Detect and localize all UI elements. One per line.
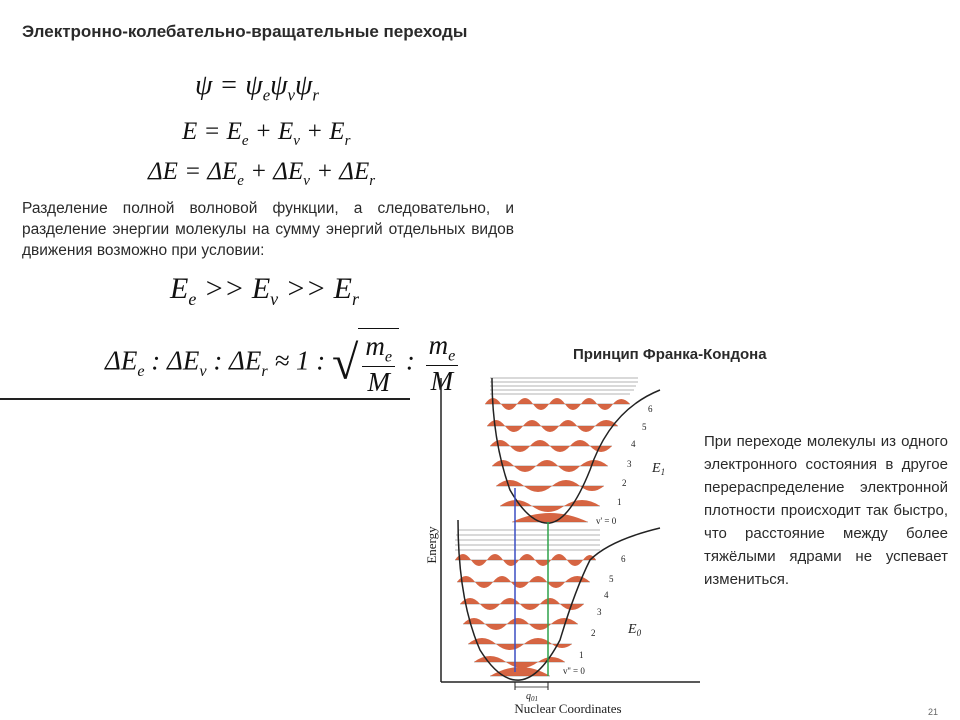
x-axis-label: Nuclear Coordinates: [514, 701, 622, 716]
lower-wavefunctions: [455, 554, 596, 676]
separation-paragraph: Разделение полной волновой функции, а следовательно, и разделение энергии молекулы на сумму энергий отдельных видов движения возможно при условии:: [22, 200, 514, 259]
lower-level-6: 6: [621, 554, 626, 564]
lower-state-label: $E_0$: [628, 622, 642, 638]
formula-energy: $E = E_e + E_v + E_r$: [182, 118, 351, 149]
upper-level-5: 5: [642, 422, 647, 432]
lower-level-4: 4: [604, 590, 609, 600]
lower-level-numbers: [563, 554, 626, 676]
upper-level-4: 4: [631, 439, 636, 449]
upper-level-6: 6: [648, 404, 653, 414]
y-axis-label: Energy: [424, 526, 439, 564]
upper-level-3: 3: [627, 459, 632, 469]
page-number: 21: [928, 707, 939, 717]
franck-condon-heading: Принцип Франка-Кондона: [573, 346, 767, 363]
q-label: $q_{01}$: [526, 691, 538, 703]
slide-title: Электронно-колебательно-вращательные переходы: [22, 22, 468, 41]
formula-wavefunction: $\psi = \psi_e\psi_v\psi_r$: [195, 70, 319, 105]
upper-state-label: $E_1$: [652, 461, 666, 477]
formula-ratio: $\Delta E_e$ : $\Delta E_v$ : $\Delta E_r \approx 1$ : √ $\frac{m_e}{M}$ : $\frac{m_e}{M}$: [105, 328, 462, 398]
lower-level-1: 1: [579, 650, 584, 660]
lower-level-0: v'' = 0: [563, 666, 585, 676]
lower-level-3: 3: [597, 607, 602, 617]
formula-delta-energy: $\Delta E = \Delta E_e + \Delta E_v + \Delta E_r$: [148, 158, 376, 189]
franck-condon-text: При переходе молекулы из одного электронного состояния в другое перераспределение электронной плотности происходит так быстро, что расстояние между более тяжёлыми ядрами не успевает измениться.: [704, 433, 948, 588]
formula-condition: $E_e >> E_v >> E_r$: [170, 272, 359, 309]
upper-level-1: 1: [617, 497, 622, 507]
upper-wavefunctions: [485, 398, 630, 522]
lower-level-2: 2: [591, 628, 596, 638]
lower-level-5: 5: [609, 574, 614, 584]
upper-level-0: v' = 0: [596, 516, 617, 526]
upper-level-2: 2: [622, 478, 627, 488]
